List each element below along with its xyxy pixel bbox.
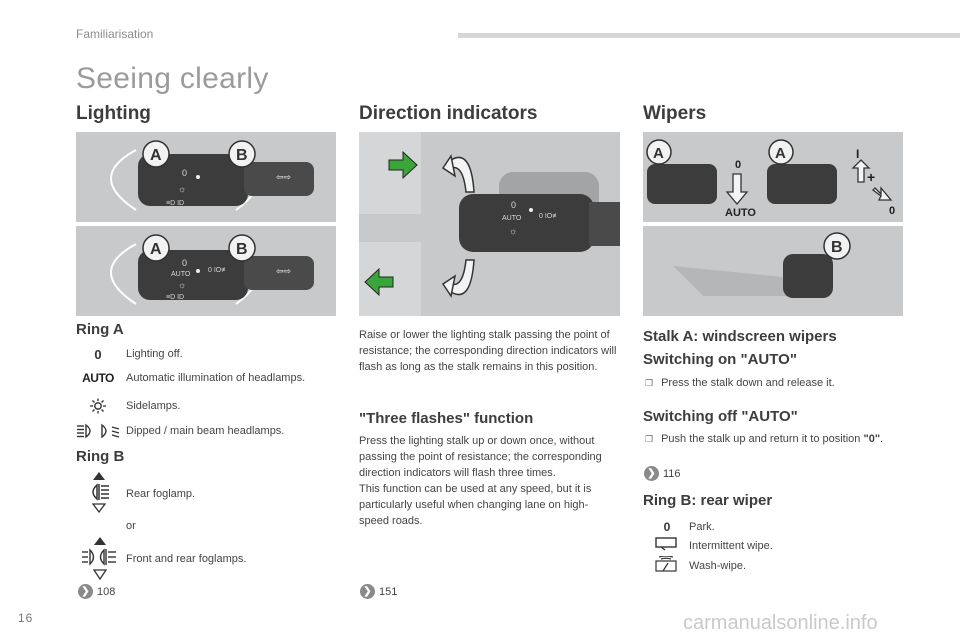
ring-b-badge-top: B	[236, 147, 248, 164]
lighting-illustration-top	[76, 132, 336, 222]
ring-a-item-auto	[76, 364, 305, 392]
ring-a-badge-top: A	[150, 147, 162, 164]
switch-on-text: Press the stalk down and release it.	[661, 377, 835, 389]
wipers-ref-number: 116	[663, 467, 681, 480]
ring-b-rear-wiper-heading: Ring B: rear wiper	[643, 492, 773, 509]
svg-text:A: A	[775, 145, 786, 162]
lighting-off-icon: 0	[94, 346, 102, 362]
wipers-page-ref[interactable]	[644, 466, 681, 481]
lighting-illustration-bottom	[76, 226, 336, 316]
direction-page-ref[interactable]	[360, 584, 397, 599]
auto-icon: AUTO	[82, 371, 114, 385]
ring-b-badge-bottom: B	[236, 241, 248, 258]
switch-off-heading: Switching off "AUTO"	[643, 408, 798, 425]
front-rear-foglamp-label: Front and rear foglamps.	[126, 553, 247, 565]
rear-wiper-item-intermittent	[655, 536, 773, 556]
svg-text:0: 0	[735, 159, 742, 171]
lighting-heading: Lighting	[76, 103, 151, 124]
lighting-page-ref[interactable]	[78, 584, 115, 599]
svg-text:≡D ID: ≡D ID	[166, 294, 185, 301]
stalk-a-heading: Stalk A: windscreen wipers	[643, 328, 837, 345]
switch-off-text: Push the stalk up and return it to position "0".	[661, 433, 884, 445]
three-flashes-text-2: This function can be used at any speed, but it is particularly useful when changing lane on high-speed roads.	[359, 483, 592, 527]
wipers-heading: Wipers	[643, 103, 707, 124]
step-bullet-icon: ❐	[645, 434, 654, 444]
svg-text:☼: ☼	[509, 226, 518, 236]
ring-a-item-off	[76, 344, 305, 364]
intermittent-wipe-label: Intermittent wipe.	[689, 540, 773, 552]
svg-text:0: 0	[511, 200, 517, 210]
rear-wiper-list	[655, 517, 773, 576]
ring-a-item-headlamps-label: Dipped / main beam headlamps.	[126, 425, 285, 437]
step-bullet-icon: ❐	[645, 378, 654, 388]
wipers-illustration-top	[643, 132, 903, 222]
header-rule	[458, 33, 960, 38]
svg-text:+: +	[867, 169, 876, 185]
ring-a-heading: Ring A	[76, 321, 124, 338]
wash-wipe-icon	[655, 556, 679, 577]
page-number: 16	[18, 611, 34, 625]
three-flashes-text-1: Press the lighting stalk up or down once, without passing the point of resistance; the corresponding direction indicators will flash three times.	[359, 435, 602, 479]
rear-foglamp-label: Rear foglamp.	[126, 488, 196, 500]
page-ref-icon: ❯	[644, 466, 659, 481]
ring-a-item-headlamps	[76, 419, 305, 443]
ring-a-item-auto-label: Automatic illumination of headlamps.	[126, 372, 306, 384]
wipers-illustration-bottom	[643, 226, 903, 316]
direction-ref-number: 151	[379, 585, 398, 598]
svg-text:0: 0	[889, 205, 896, 217]
svg-text:B: B	[831, 239, 843, 256]
park-icon: 0	[663, 519, 671, 534]
svg-text:0: 0	[182, 258, 188, 268]
direction-heading: Direction indicators	[359, 103, 538, 124]
svg-text:A: A	[653, 145, 664, 162]
direction-illustration	[359, 132, 620, 316]
svg-text:⇦⇨: ⇦⇨	[276, 266, 292, 276]
svg-text:≡D ID: ≡D ID	[166, 200, 185, 207]
ring-a-item-sidelamps-label: Sidelamps.	[126, 399, 181, 412]
section-label: Familiarisation	[76, 27, 154, 41]
svg-text:0 IO≢: 0 IO≢	[539, 213, 560, 220]
ring-a-zero-mark: 0	[182, 168, 188, 178]
or-label: or	[126, 520, 136, 532]
svg-text:⇦⇨: ⇦⇨	[276, 172, 292, 182]
page-ref-icon: ❯	[360, 584, 375, 599]
svg-text:I: I	[856, 147, 860, 161]
page-title: Seeing clearly	[76, 62, 269, 95]
direction-paragraph: Raise or lower the lighting stalk passing the point of resistance; the corresponding direction indicators will flash as long as the stalk remains in this position.	[359, 329, 617, 373]
three-flashes-heading: "Three flashes" function	[359, 410, 534, 427]
switch-on-heading: Switching on "AUTO"	[643, 351, 797, 368]
ring-a-item-sidelamps	[76, 392, 305, 419]
ring-a-list	[76, 344, 305, 443]
front-rear-foglamp-icon	[80, 536, 120, 580]
lighting-ref-number: 108	[97, 585, 116, 598]
svg-text:☼: ☼	[178, 280, 187, 290]
wash-wipe-label: Wash-wipe.	[689, 560, 747, 572]
svg-text:☼: ☼	[178, 184, 187, 194]
park-label: Park.	[689, 520, 715, 533]
intermittent-wipe-icon	[655, 537, 679, 556]
watermark: carmanualsonline.info	[683, 612, 878, 634]
rear-foglamp-icon	[82, 471, 116, 513]
ring-a-badge-bottom: A	[150, 241, 162, 258]
headlamps-icon	[76, 423, 120, 439]
svg-text:AUTO: AUTO	[171, 271, 191, 278]
ring-b-heading: Ring B	[76, 448, 125, 465]
svg-text:AUTO: AUTO	[502, 215, 522, 222]
page-ref-icon: ❯	[78, 584, 93, 599]
switch-off-step	[645, 433, 883, 445]
three-flashes-text	[359, 433, 609, 529]
rear-wiper-item-wash	[655, 556, 773, 576]
svg-text:AUTO: AUTO	[725, 207, 756, 219]
sidelamps-icon	[76, 398, 120, 414]
switch-on-step	[645, 377, 835, 389]
rear-wiper-item-park	[655, 517, 773, 536]
svg-text:0 IO≢: 0 IO≢	[208, 267, 229, 274]
ring-a-item-off-label: Lighting off.	[126, 348, 183, 360]
